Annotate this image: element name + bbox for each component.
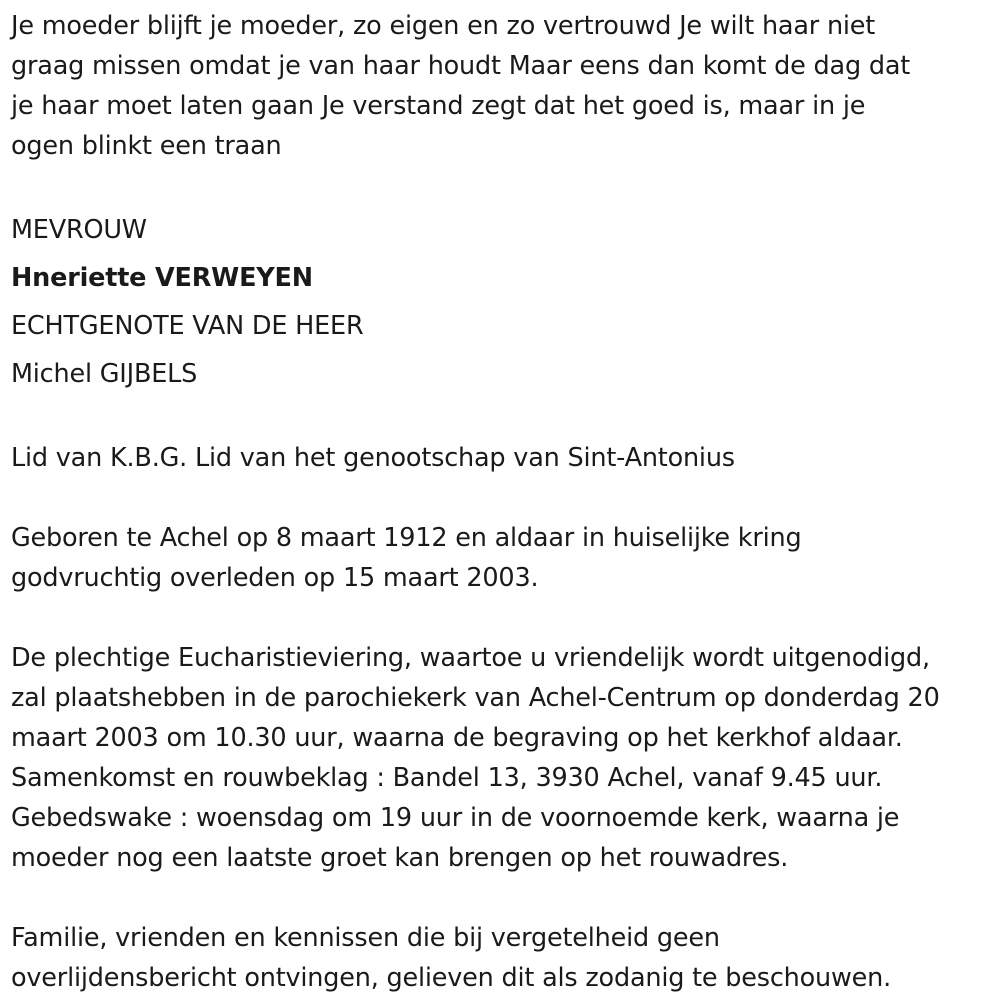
poem-line: ogen blinkt een traan [11, 131, 282, 161]
ceremony-paragraph [11, 638, 992, 878]
notice-paragraph [11, 918, 992, 998]
ceremony-line: De plechtige Eucharistieviering, waartoe u vriendelijk wordt uitgenodigd, [11, 643, 930, 673]
birth-death-line: Geboren te Achel op 8 maart 1912 en aldaar in huiselijke kring [11, 523, 802, 553]
ceremony-line: zal plaatshebben in de parochiekerk van Achel-Centrum op donderdag 20 [11, 683, 940, 713]
paragraph-spacer [11, 878, 992, 918]
paragraph-spacer [11, 166, 992, 206]
paragraph-spacer [11, 398, 992, 438]
ceremony-line: moeder nog een laatste groet kan brengen op het rouwadres. [11, 843, 789, 873]
deceased-block [11, 206, 992, 398]
notice-line: overlijdensbericht ontvingen, gelieven dit als zodanig te beschouwen. [11, 963, 892, 993]
notice-line: Familie, vrienden en kennissen die bij vergetelheid geen [11, 923, 720, 953]
honorific-title: MEVROUW [11, 215, 147, 245]
poem-line: Je moeder blijft je moeder, zo eigen en zo vertrouwd Je wilt haar niet [11, 11, 876, 41]
poem-line: graag missen omdat je van haar houdt Maar eens dan komt de dag dat [11, 51, 911, 81]
poem-line: je haar moet laten gaan Je verstand zegt dat het goed is, maar in je [11, 91, 866, 121]
paragraph-spacer [11, 598, 992, 638]
birth-death-line: godvruchtig overleden op 15 maart 2003. [11, 563, 539, 593]
ceremony-line: Samenkomst en rouwbeklag : Bandel 13, 3930 Achel, vanaf 9.45 uur. [11, 763, 883, 793]
spouse-name: Michel GIJBELS [11, 359, 198, 389]
deceased-name: Hneriette VERWEYEN [11, 263, 313, 293]
paragraph-spacer [11, 478, 992, 518]
membership-paragraph [11, 438, 992, 478]
relation-label: ECHTGENOTE VAN DE HEER [11, 311, 364, 341]
membership-line: Lid van K.B.G. Lid van het genootschap van Sint-Antonius [11, 443, 735, 473]
birth-death-paragraph [11, 518, 992, 598]
ceremony-line: maart 2003 om 10.30 uur, waarna de begraving op het kerkhof aldaar. [11, 723, 903, 753]
ceremony-line: Gebedswake : woensdag om 19 uur in de voornoemde kerk, waarna je [11, 803, 900, 833]
poem-paragraph [11, 6, 992, 166]
